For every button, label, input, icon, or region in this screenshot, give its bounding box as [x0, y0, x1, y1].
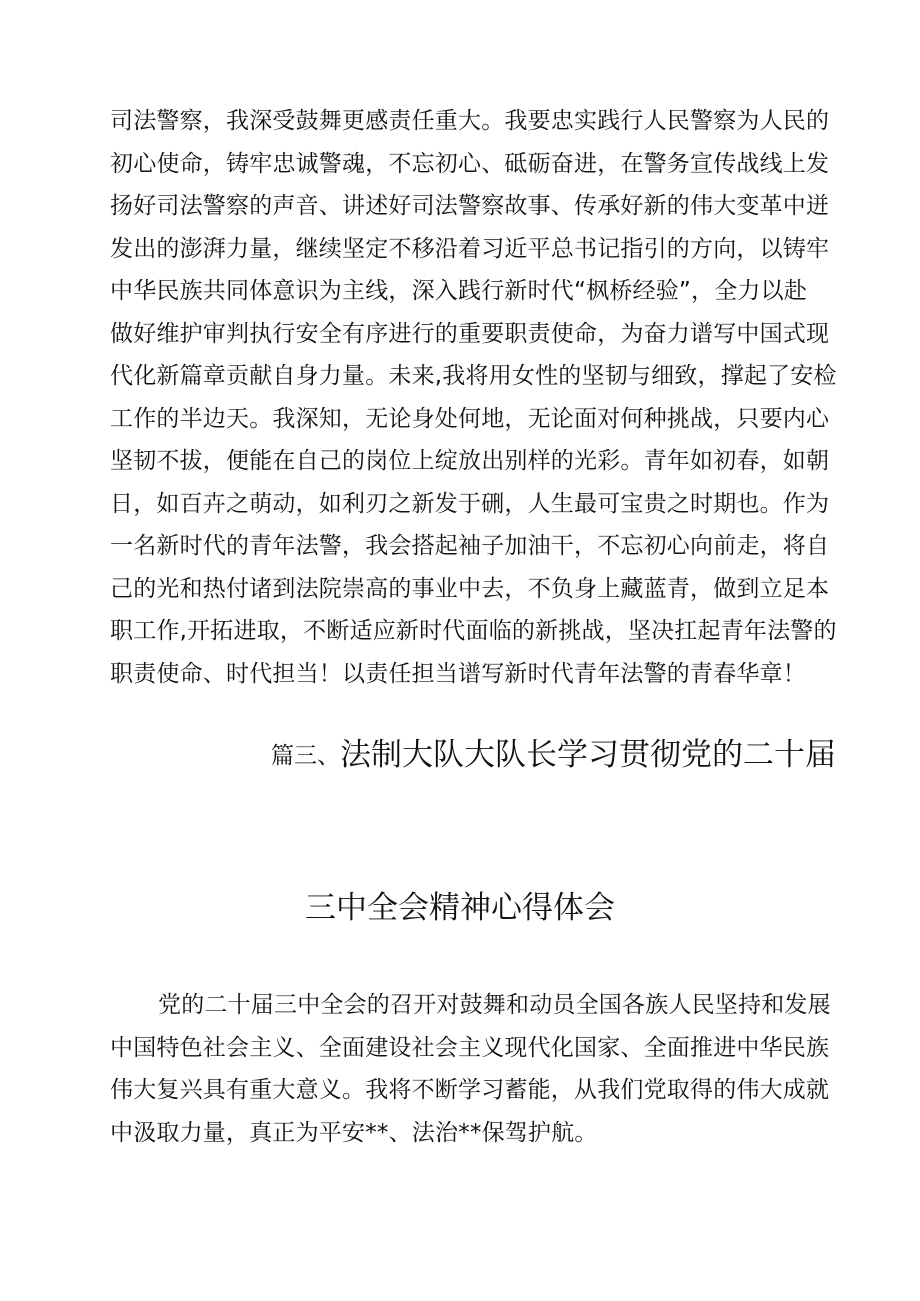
paragraph-line: 工作的半边天。我深知，无论身处何地，无论面对何种挑战，只要内心 [110, 405, 830, 432]
paragraph-line: 发出的澎湃力量，继续坚定不移沿着习近平总书记指引的方向，以铸牢 [110, 235, 830, 262]
paragraph-line: 中国特色社会主义、全面建设社会主义现代化国家、全面推进中华民族 [110, 1034, 830, 1061]
paragraph-line: 中汲取力量，真正为平安**、法治**保驾护航。 [110, 1119, 598, 1146]
paragraph-line: 一名新时代的青年法警，我会搭起袖子加油干，不忘初心向前走，将自 [110, 533, 830, 559]
paragraph-line: 做好维护审判执行安全有序进行的重要职责使命，为奋力谱写中国式现 [110, 320, 830, 347]
section-title-line-1: 法制大队大队长学习贯彻党的二十届 [340, 737, 836, 773]
section-number-prefix: 篇三、 [271, 743, 340, 769]
section-title [0, 735, 836, 776]
body-paragraph [110, 100, 840, 695]
paragraph-line: 党的二十届三中全会的召开对鼓舞和动员全国各族人民坚持和发展 [158, 992, 831, 1018]
paragraph-line: 坚韧不拔，便能在自己的岗位上绽放出别样的光彩。青年如初春，如朝 [110, 448, 830, 474]
body-paragraph [110, 984, 840, 1154]
paragraph-line: 伟大复兴具有重大意义。我将不断学习蓄能，从我们党取得的伟大成就 [110, 1077, 830, 1103]
paragraph-line: 职责使命、时代担当！以责任担当谱写新时代青年法警的青春华章！ [110, 660, 806, 687]
paragraph-line: 代化新篇章贡献自身力量。未来,我将用女性的坚韧与细致，撑起了安检 [110, 363, 837, 389]
paragraph-line: 职工作,开拓进取，不断适应新时代面临的新挑战，坚决扛起青年法警的 [110, 618, 837, 644]
paragraph-line: 己的光和热付诸到法院崇高的事业中去，不负身上藏蓝青，做到立足本 [110, 575, 830, 602]
paragraph-line: 日，如百卉之萌动，如利刃之新发于硎，人生最可宝贵之时期也。作为 [110, 490, 830, 517]
paragraph-line: 扬好司法警察的声音、讲述好司法警察故事、传承好新的伟大变革中迸 [110, 193, 830, 219]
section-title-line-2: 三中全会精神心得体会 [305, 890, 615, 926]
paragraph-line: 中华民族共同体意识为主线，深入践行新时代“枫桥经验”，全力以赴 [110, 278, 808, 304]
paragraph-line: 初心使命，铸牢忠诚警魂，不忘初心、砥砺奋进，在警务宣传战线上发 [110, 150, 830, 177]
paragraph-line: 司法警察，我深受鼓舞更感责任重大。我要忠实践行人民警察为人民的 [110, 108, 830, 134]
